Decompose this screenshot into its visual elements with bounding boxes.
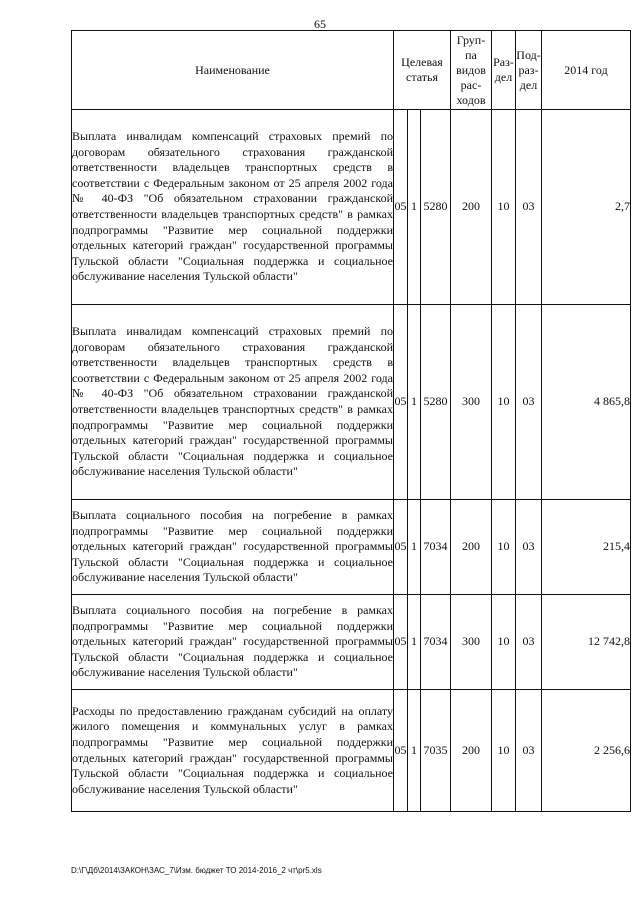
row-amount: 4 865,8 (542, 305, 631, 500)
row-section: 10 (492, 500, 516, 595)
table-row (72, 690, 631, 812)
table-row (72, 595, 631, 690)
row-target-program: 05 (394, 305, 408, 500)
row-name: Выплата социального пособия на погребение в рамках подпрограммы "Развитие мер социальной поддержки отдельных категорий граждан" государственной программы Тульской области "Социальная поддержка и социальное обслуживание населения Тульской области" (72, 595, 394, 690)
row-expense-group: 200 (451, 110, 492, 305)
row-target-code: 5280 (421, 305, 451, 500)
table-row (72, 110, 631, 305)
page-number: 65 (314, 17, 326, 31)
row-amount: 2 256,6 (542, 690, 631, 812)
row-name: Выплата социального пособия на погребение в рамках подпрограммы "Развитие мер социальной поддержки отдельных категорий граждан" государственной программы Тульской области "Социальная поддержка и социальное обслуживание населения Тульской области" (72, 500, 394, 595)
header-expense-group: Груп-па видов рас-ходов (451, 31, 492, 110)
row-target-code: 7035 (421, 690, 451, 812)
header-name: Наименование (72, 31, 394, 110)
table-row (72, 500, 631, 595)
row-amount: 12 742,8 (542, 595, 631, 690)
row-target-subprogram: 1 (408, 110, 421, 305)
row-name: Выплата инвалидам компенсаций страховых премий по договорам обязательного страхования гражданской ответственности владельцев транспортных средств в соответствии с Федеральным законом от 25 апреля 2002 года № 40-ФЗ "Об обязательном страховании гражданской ответственности владельцев транспортных средств" в рамках подпрограммы "Развитие мер социальной поддержки отдельных категорий граждан" государственной программы Тульской области "Социальная поддержка и социальное обслуживание населения Тульской области" (72, 110, 394, 305)
row-amount: 2,7 (542, 110, 631, 305)
row-subsection: 03 (516, 110, 542, 305)
header-target-article: Целевая статья (394, 31, 451, 110)
row-target-subprogram: 1 (408, 690, 421, 812)
row-target-program: 05 (394, 110, 408, 305)
table-header-row (72, 31, 631, 110)
row-subsection: 03 (516, 305, 542, 500)
row-target-subprogram: 1 (408, 595, 421, 690)
header-subsection: Под-раз-дел (516, 31, 542, 110)
row-expense-group: 200 (451, 690, 492, 812)
row-expense-group: 200 (451, 500, 492, 595)
file-path-footer: D:\Г\Дб\2014\ЗАКОН\ЗАС_7\Изм. бюджет ТО 2014-2016_2 чт\pr5.xls (71, 866, 322, 875)
row-subsection: 03 (516, 595, 542, 690)
row-subsection: 03 (516, 690, 542, 812)
row-target-program: 05 (394, 500, 408, 595)
row-target-subprogram: 1 (408, 305, 421, 500)
row-expense-group: 300 (451, 305, 492, 500)
row-name: Выплата инвалидам компенсаций страховых премий по договорам обязательного страхования гражданской ответственности владельцев транспортных средств в соответствии с Федеральным законом от 25 апреля 2002 года № 40-ФЗ "Об обязательном страховании гражданской ответственности владельцев транспортных средств" в рамках подпрограммы "Развитие мер социальной поддержки отдельных категорий граждан" государственной программы Тульской области "Социальная поддержка и социальное обслуживание населения Тульской области" (72, 305, 394, 500)
row-subsection: 03 (516, 500, 542, 595)
row-section: 10 (492, 595, 516, 690)
row-target-program: 05 (394, 595, 408, 690)
row-target-code: 7034 (421, 500, 451, 595)
row-section: 10 (492, 690, 516, 812)
row-target-subprogram: 1 (408, 500, 421, 595)
row-name: Расходы по предоставлению гражданам субсидий на оплату жилого помещения и коммунальных услуг в рамках подпрограммы "Развитие мер социальной поддержки отдельных категорий граждан" государственной программы Тульской области "Социальная поддержка и социальное обслуживание населения Тульской области" (72, 690, 394, 812)
row-target-code: 5280 (421, 110, 451, 305)
table-row (72, 305, 631, 500)
budget-table (71, 30, 631, 812)
row-section: 10 (492, 305, 516, 500)
row-section: 10 (492, 110, 516, 305)
row-target-code: 7034 (421, 595, 451, 690)
header-section: Раз-дел (492, 31, 516, 110)
row-expense-group: 300 (451, 595, 492, 690)
row-amount: 215,4 (542, 500, 631, 595)
header-year: 2014 год (542, 31, 631, 110)
row-target-program: 05 (394, 690, 408, 812)
